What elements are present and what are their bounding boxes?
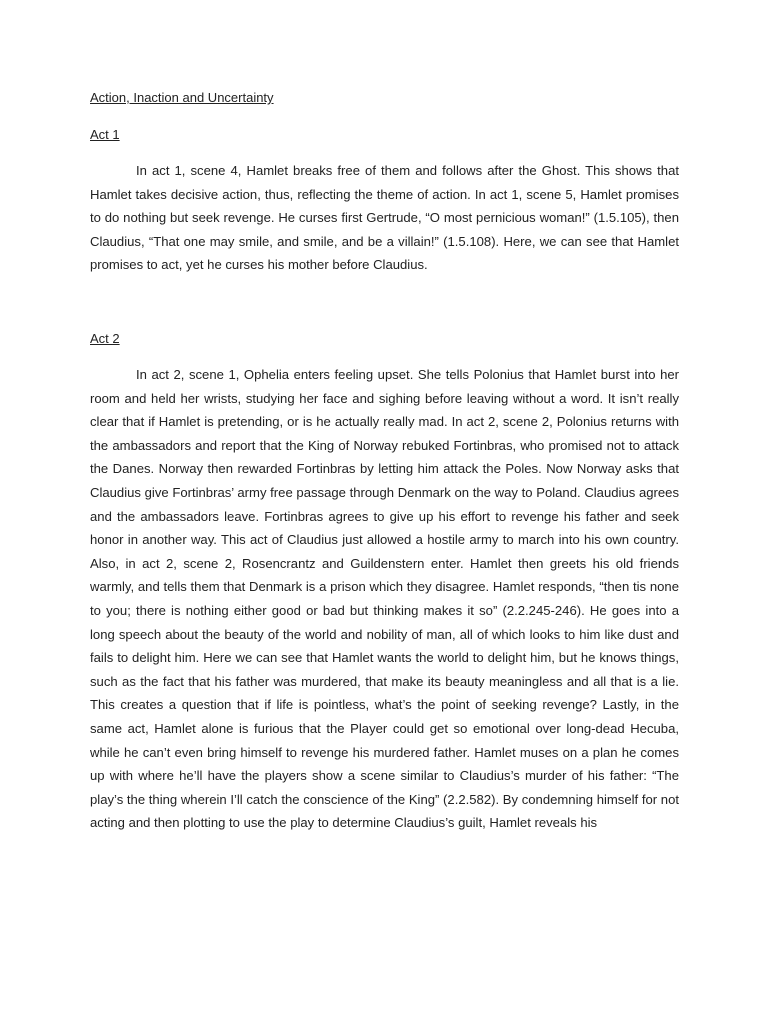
document-title: Action, Inaction and Uncertainty	[90, 90, 274, 105]
section-paragraph-act-2: In act 2, scene 1, Ophelia enters feeling upset. She tells Polonius that Hamlet burst into her room and held her wrists, studying her face and sighing before leaving without a word. It isn’t really clear that if Hamlet is pretending, or is he actually really mad. In act 2, scene 2, Polonius returns with the ambassadors and report that the King of Norway rebuked Fortinbras, who promised not to attack the Danes. Norway then rewarded Fortinbras by letting him attack the Poles. Now Norway asks that Claudius give Fortinbras’ army free passage through Denmark on the way to Poland. Claudius agrees and the ambassadors leave. Fortinbras agrees to give up his effort to revenge his father and seek honor in another way. This act of Claudius just allowed a hostile army to march into his own country. Also, in act 2, scene 2, Rosencrantz and Guildenstern enter. Hamlet then greets his old friends warmly, and tells them that Denmark is a prison which they disagree. Hamlet responds, “then tis none to you; there is nothing either good or bad but thinking makes it so” (2.2.245-246). He goes into a long speech about the beauty of the world and nobility of man, all of which looks to him like dust and fails to delight him. Here we can see that Hamlet wants the world to delight him, but he knows things, such as the fact that his father was murdered, that make its beauty meaningless and all that is a lie. This creates a question that if life is pointless, what’s the point of seeking revenge? Lastly, in the same act, Hamlet alone is furious that the Player could get so emotional over long-dead Hecuba, while he can’t even bring himself to revenge his murdered father. Hamlet muses on a plan he comes up with where he’ll have the players show a scene similar to Claudius’s murder of his father: “The play’s the thing wherein I’ll catch the conscience of the King” (2.2.582). By condemning himself for not acting and then plotting to use the play to determine Claudius’s guilt, Hamlet reveals his	[90, 367, 679, 831]
section-heading-act-2: Act 2	[90, 331, 120, 346]
section-heading-act-1: Act 1	[90, 127, 120, 142]
section-paragraph-act-1: In act 1, scene 4, Hamlet breaks free of them and follows after the Ghost. This shows that Hamlet takes decisive action, thus, reflecting the theme of action. In act 1, scene 5, Hamlet promises to do nothing but seek revenge. He curses first Gertrude, “O most pernicious woman!” (1.5.105), then Claudius, “That one may smile, and smile, and be a villain!” (1.5.108). Here, we can see that Hamlet promises to act, yet he curses his mother before Claudius.	[90, 163, 679, 273]
